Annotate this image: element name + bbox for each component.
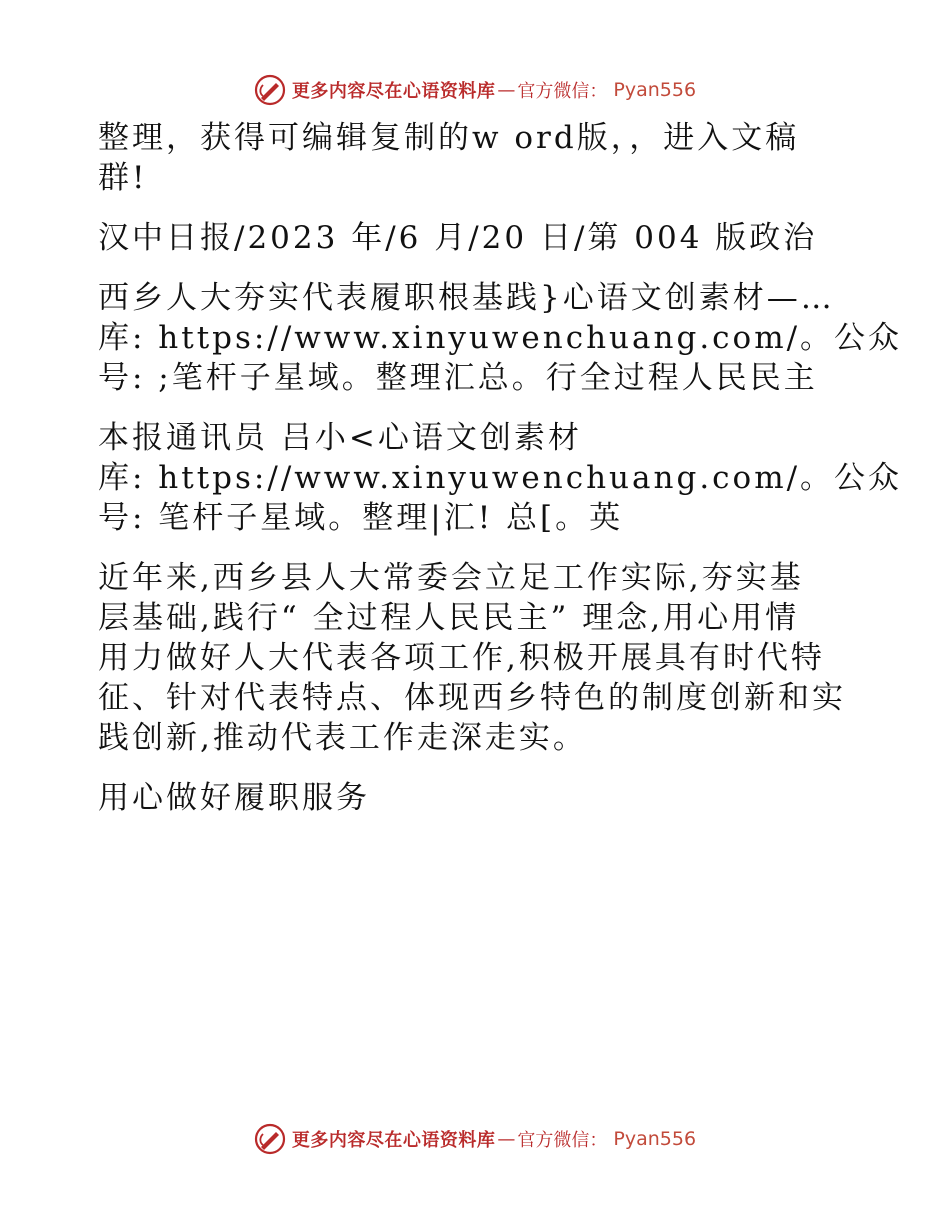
paragraph — [98, 278, 903, 398]
banner-colon: ： — [589, 1130, 608, 1151]
banner-colon: ： — [589, 81, 608, 102]
text-line: 西乡人大夯实代表履职根基践}心语文创素材—… — [98, 280, 835, 316]
header-watermark-banner — [0, 70, 950, 110]
document-body — [98, 118, 903, 818]
paragraph — [98, 558, 858, 758]
banner-label: 官方微信 — [517, 1130, 590, 1151]
text-line: 号: 笔杆子星域。整理|汇! 总[。英 — [98, 500, 624, 536]
paragraph — [98, 418, 903, 538]
banner-wechat-id: Pyan556 — [613, 79, 697, 101]
banner-text: 更多内容尽在心语资料库 — [291, 1130, 496, 1151]
banner-text: 更多内容尽在心语资料库 — [291, 81, 496, 102]
text-line: 征、针对代表特点、体现西乡特色的制度创新和实 — [98, 680, 846, 716]
banner-separator: — — [497, 79, 516, 101]
text-line: 用心做好履职服务 — [98, 780, 370, 816]
paragraph — [98, 218, 858, 258]
paragraph — [98, 778, 858, 818]
text-line: 层基础,践行“ 全过程人民民主” 理念,用心用情 — [98, 600, 800, 636]
text-line: 近年来,西乡县人大常委会立足工作实际,夯实基 — [98, 560, 804, 596]
text-line: 整理，获得可编辑复制的w ord版，，进入文稿 — [98, 120, 800, 156]
banner-separator: — — [497, 1128, 516, 1150]
text-line: 库: https://www.xinyuwenchuang.com/。公众 — [98, 460, 903, 496]
text-line: 号: ;笔杆子星域。整理汇总。行全过程人民民主 — [98, 360, 818, 396]
text-line: 库: https://www.xinyuwenchuang.com/。公众 — [98, 320, 903, 356]
text-line: 汉中日报/2023 年/6 月/20 日/第 004 版政治 — [98, 220, 818, 256]
text-line: 践创新,推动代表工作走深走实。 — [98, 720, 587, 756]
text-line: 群! — [98, 160, 148, 196]
quill-pen-logo-icon — [254, 1123, 286, 1155]
quill-pen-logo-icon — [254, 74, 286, 106]
banner-label: 官方微信 — [517, 81, 590, 102]
paragraph — [98, 118, 858, 198]
text-line: 本报通讯员 吕小<心语文创素材 — [98, 420, 582, 456]
banner-wechat-id: Pyan556 — [613, 1128, 697, 1150]
footer-watermark-banner — [0, 1119, 950, 1159]
text-line: 用力做好人大代表各项工作,积极开展具有时代特 — [98, 640, 825, 676]
